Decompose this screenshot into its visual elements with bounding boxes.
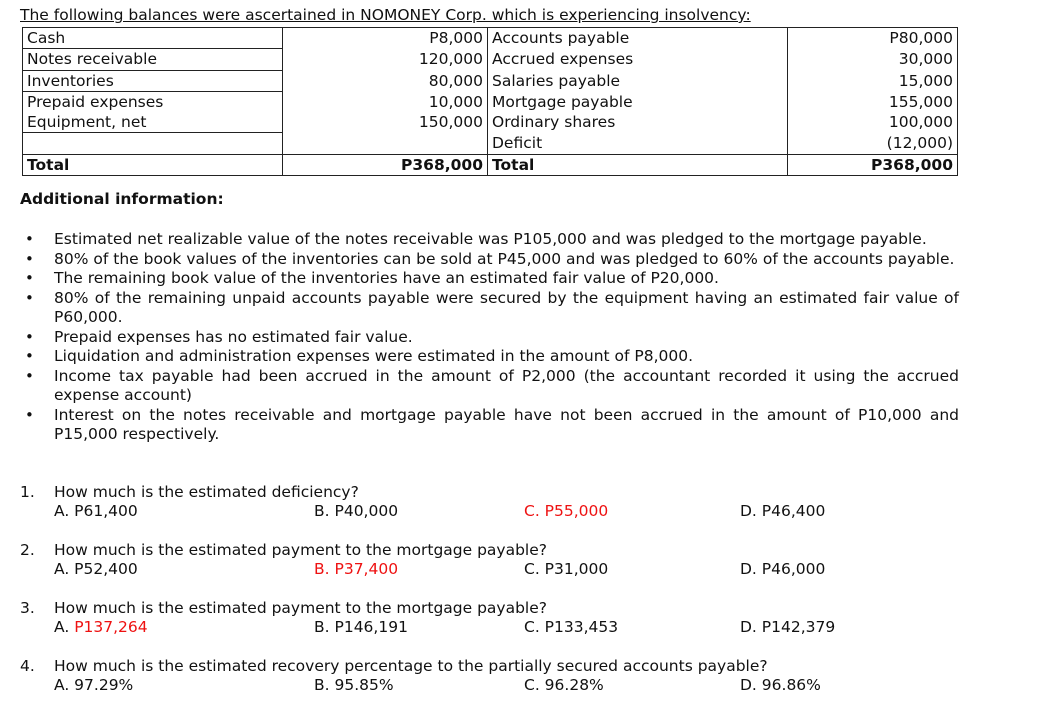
option-d: D. 96.86% (740, 676, 821, 694)
table-row (23, 91, 958, 112)
empty-cell (283, 133, 488, 154)
asset-label: Equipment, net (23, 112, 283, 133)
asset-amount: 120,000 (283, 49, 488, 70)
table-row (23, 112, 958, 133)
question-stem: How much is the estimated payment to the mortgage payable? (54, 599, 547, 617)
total-right-amount: P368,000 (788, 154, 958, 175)
liability-label: Mortgage payable (488, 91, 788, 112)
asset-amount: P8,000 (283, 28, 488, 49)
liability-label: Ordinary shares (488, 112, 788, 133)
option-a: A. P52,400 (54, 560, 138, 578)
liability-amount: 15,000 (788, 70, 958, 91)
asset-amount: 80,000 (283, 70, 488, 91)
total-row (23, 154, 958, 175)
list-item: • 80% of the book values of the inventories can be sold at P45,000 and was pledged to 60% of the accounts payable. (54, 250, 959, 270)
intro-text: The following balances were ascertained in NOMONEY Corp. which is experiencing insolvency: (20, 6, 751, 24)
table-row (23, 70, 958, 91)
additional-info-list (54, 230, 959, 445)
question-number: 3. (20, 599, 35, 617)
list-item: • Interest on the notes receivable and mortgage payable have not been accrued in the amount of P10,000 and P15,000 respectively. (54, 406, 959, 445)
table-row (23, 133, 958, 154)
option-b: B. P40,000 (314, 502, 399, 520)
option-a (54, 618, 148, 636)
liability-amount: P80,000 (788, 28, 958, 49)
liability-label: Accrued expenses (488, 49, 788, 70)
total-label: Total (23, 154, 283, 175)
option-value: P137,264 (74, 618, 148, 636)
list-item: • Liquidation and administration expenses were estimated in the amount of P8,000. (54, 347, 959, 367)
question-stem: How much is the estimated deficiency? (54, 483, 359, 501)
list-item: • Prepaid expenses has no estimated fair value. (54, 328, 959, 348)
option-c: C. P55,000 (524, 502, 609, 520)
question-number: 1. (20, 483, 35, 501)
option-d: D. P46,400 (740, 502, 826, 520)
list-item: • The remaining book value of the inventories have an estimated fair value of P20,000. (54, 269, 959, 289)
empty-cell (23, 133, 283, 154)
liability-amount: 30,000 (788, 49, 958, 70)
additional-heading: Additional information: (20, 190, 224, 208)
option-a: A. 97.29% (54, 676, 134, 694)
option-b: B. P37,400 (314, 560, 399, 578)
balance-table (22, 27, 958, 176)
option-c: C. P31,000 (524, 560, 609, 578)
asset-label: Prepaid expenses (23, 91, 283, 112)
question-number: 2. (20, 541, 35, 559)
table-row (23, 49, 958, 70)
liability-amount: 100,000 (788, 112, 958, 133)
liability-amount: (12,000) (788, 133, 958, 154)
liability-amount: 155,000 (788, 91, 958, 112)
question-stem: How much is the estimated payment to the mortgage payable? (54, 541, 547, 559)
asset-label: Notes receivable (23, 49, 283, 70)
option-b: B. 95.85% (314, 676, 394, 694)
liability-label: Deficit (488, 133, 788, 154)
option-d: D. P46,000 (740, 560, 826, 578)
asset-label: Inventories (23, 70, 283, 91)
asset-amount: 150,000 (283, 112, 488, 133)
option-a: A. P61,400 (54, 502, 138, 520)
table-row (23, 28, 958, 49)
liability-label: Salaries payable (488, 70, 788, 91)
total-assets: P368,000 (283, 154, 488, 175)
option-c: C. 96.28% (524, 676, 604, 694)
total-right-label: Total (488, 154, 788, 175)
asset-label: Cash (23, 28, 283, 49)
question-number: 4. (20, 657, 35, 675)
list-item: • Income tax payable had been accrued in the amount of P2,000 (the accountant recorded it using the accrued expense account) (54, 367, 959, 406)
liability-label: Accounts payable (488, 28, 788, 49)
option-b: B. P146,191 (314, 618, 408, 636)
list-item: • 80% of the remaining unpaid accounts payable were secured by the equipment having an estimated fair value of P60,000. (54, 289, 959, 328)
question-stem: How much is the estimated recovery percentage to the partially secured accounts payable? (54, 657, 768, 675)
option-letter: A. (54, 618, 75, 636)
asset-amount: 10,000 (283, 91, 488, 112)
option-d: D. P142,379 (740, 618, 836, 636)
option-c: C. P133,453 (524, 618, 619, 636)
list-item: • Estimated net realizable value of the notes receivable was P105,000 and was pledged to the mortgage payable. (54, 230, 959, 250)
